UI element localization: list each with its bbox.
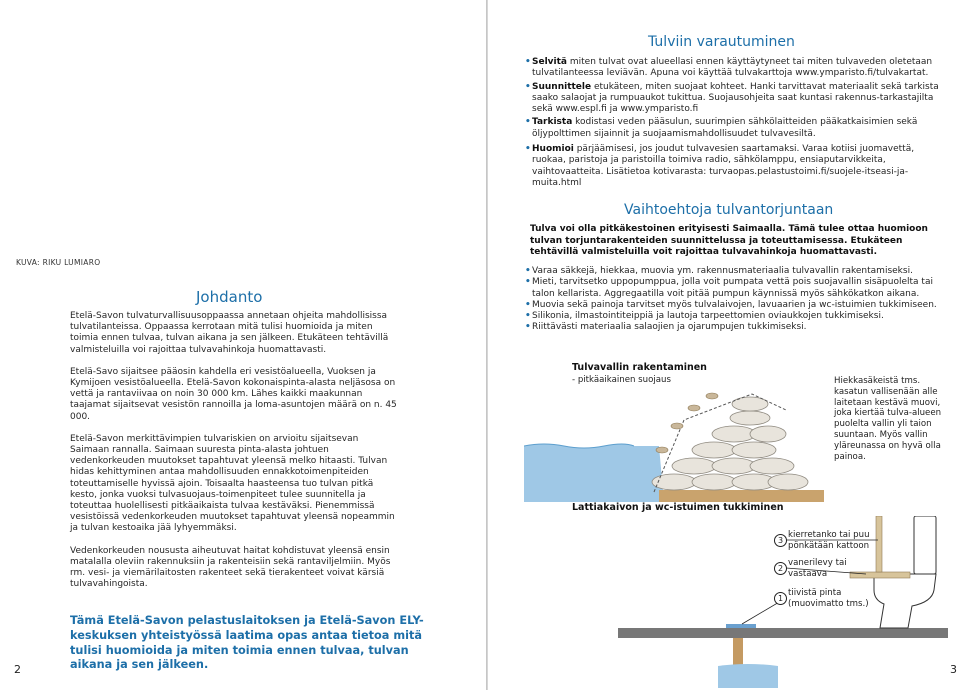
list-item: • Mieti, tarvitsetko uppopumppua, jolla voit pumpata vettä pois suojavallin sisäpuolelta tai talon kellarista. Aggregaatilla voit pitää pumpun käynnissä myös sähkökatkon aikana. [526,277,944,300]
sandbag-wall-illustration [524,380,824,502]
intro-paragraph-3: Etelä-Savon merkittävimpien tulvariskien on arvioitu sijaitsevan Saimaan rannalla. Saimaan suuresta pinta-alasta johtuen vedenkorkeuden muutokset tapahtuvat yleensä melko hitaasti. Tulvan hidas kehittyminen antaa mahdollisuuden ennakkotoimenpiteiden toteuttamiselle hyvissä ajoin. Toisaalta haasteensa tuo tulvan pitkä kesto, jonka vuoksi tulvasuojaus-toimenpiteet tulee suunnitella ja toteuttaa huolellisesti pitkäaikaista tulvaa kestäväksi. Pienemmissä vesistöissä vedenkorkeuden muutokset tapahtuvat yleensä nopeammin ja tulvan kestoaika jää lyhyemmäksi. [70,433,395,534]
page-number-right: 3 [950,663,957,676]
wall-note: Hiekkasäkeistä tms. kasatun vallisenään alle laitetaan kestävä muovi, joka kiertää tulva-alueen puolelta vallin yli taion suuntaan. Myös vallin yläreunassa on hyvä olla painoa. [834,376,942,462]
callout-number: 2 [774,562,787,575]
highlight-text: Tämä Etelä-Savon pelastuslaitoksen ja Etelä-Savon ELY-keskuksen yhteistyössä laatima opas antaa tietoa mitä tulisi huomioida ja miten toimia ennen tulvaa, tulvan aikana ja sen jälkeen. [70,614,424,672]
right-page [488,0,959,690]
intro-paragraph-4: Vedenkorkeuden noususta aiheutuvat haitat kohdistuvat yleensä ensin matalalla oleviin rakennuksiin ja rakenteisiin sekä rantaviljelmiin. Myös rm. vesi- ja viemärilaitosten rakenteet sekä tierakenteet voivat kärsiä tulvavahingoista. [70,545,391,590]
list-item: • Selvitä miten tulvat ovat alueellasi ennen käyttäytyneet tai miten tulvaveden oletetaan tulvatilanteessa leviävän. Apuna voi käyttää tulvakarttoja www.ymparisto.fi/tulvakartat. [526,57,944,80]
callout-label: kierretanko tai puu pönkätään kattoon [788,530,870,551]
callout-number: 3 [774,534,787,547]
section2-heading: Vaihtoehtoja tulvantorjuntaan [624,202,834,218]
callout-label: vanerilevy tai vastaava [788,558,847,579]
list-item: • Suunnittele etukäteen, miten suojaat kohteet. Hanki tarvittavat materiaalit sekä tarkista saako salaojat ja rumpuaukot tukittua. Suojausohjeita saat kuntasi rakennus-tarkastajilta sekä www.espl.fi ja www.ymparisto.fi [526,82,944,116]
list-item: • Huomioi pärjäämisesi, jos joudut tulvavesien saartamaksi. Varaa kotiisi juomavettä, ruokaa, paristoja ja paristoilla toimiva radio, sähkölamppu, ensiaputarvikkeita, vaihtovaatteita. Lisätietoa kotivarasta: turvaopas.pelastustoimi.fi/suojele-itseasi-ja-muita.html [526,144,944,189]
intro-paragraph-2: Etelä-Savo sijaitsee pääosin kahdella eri vesistöalueella, Vuoksen ja Kymijoen vesistöalueella. Etelä-Savon kokonaispinta-alasta neljäsosa on vettä ja rantaviivaa on noin 30 000 km. Lähes kaikki maakunnan taajamat sijaitsevat vesistön rannoilla ja loma-asuntojen määrä on n. 45 000. [70,366,397,422]
preparation-list [526,57,944,189]
section1-heading: Tulviin varautuminen [648,34,795,50]
list-item: • Tarkista kodistasi veden pääsulun, suurimpien sähkölaitteiden pääkatkaisimien sekä öljypolttimen sijainnit ja suojaamismahdollisuudet tulvavesiltä. [526,117,944,140]
intro-paragraph-1: Etelä-Savon tulvaturvallisuusoppaassa annetaan ohjeita mahdollisissa tulvatilanteissa. Oppaassa kerrotaan mitä tulisi huomioida ja miten toimia ennen tulvaa, tulvan aikana ja sen jälkeen. Etukäteen tehtävillä valmisteluilla voi rajoittaa tulvavahinkoja huomattavasti. [70,311,389,355]
wall-subtitle: - pitkäaikainen suojaus [572,375,671,385]
photo-credit: KUVA: RIKU LUMIARO [16,258,101,267]
list-item: • Varaa säkkejä, hiekkaa, muovia ym. rakennusmateriaalia tulvavallin rakentamiseksi. [526,266,944,277]
section2-intro: Tulva voi olla pitkäkestoinen erityisesti Saimaalla. Tämä tulee ottaa huomioon tulvan torjuntarakenteiden suunnittelussa ja toteuttamisessa. Etukäteen tehtävillä valmisteluilla voit rajoittaa tulvavahinkoja huomattavasti. [530,224,928,257]
list-item: • Muovia sekä painoja tarvitset myös tulvalaivojen, lavuaarien ja wc-istuimien tukkimiseen. [526,300,944,311]
callout-number: 1 [774,592,787,605]
list-item: • Riittävästi materiaalia salaojien ja ojarumpujen tukkimiseksi. [526,322,944,333]
page-number-left: 2 [14,663,21,676]
wall-title: Tulvavallin rakentaminen [572,362,707,373]
flood-control-list [526,266,944,334]
list-item: • Silikonia, ilmastointiteippiä ja lautoja tarpeettomien oviaukkojen tukkimiseksi. [526,311,944,322]
toilet-title: Lattiakaivon ja wc-istuimen tukkiminen [572,502,784,513]
intro-text [70,311,400,601]
intro-heading: Johdanto [196,288,263,306]
callout-label: tiivistä pinta (muovimatto tms.) [788,588,869,609]
